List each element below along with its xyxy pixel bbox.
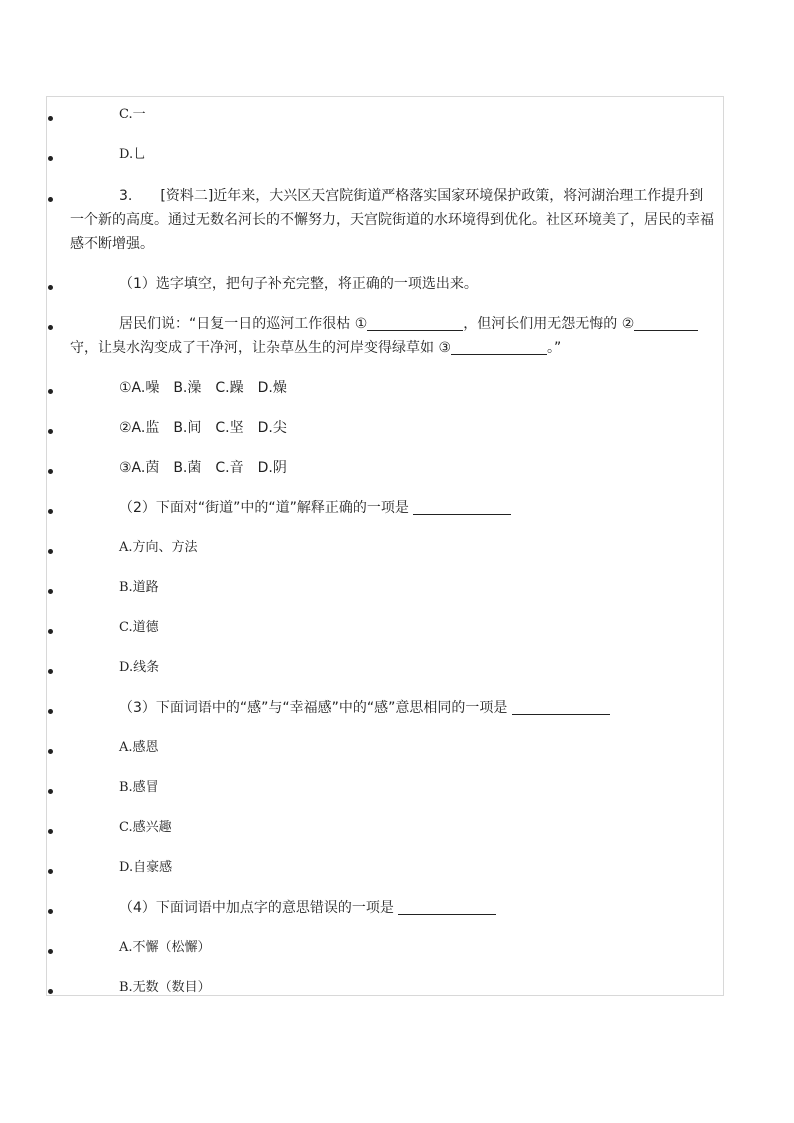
material-para-line3: 感不断增强。 [70,236,154,252]
option-c: C.感兴趣 [119,820,172,835]
answer-blank-q3[interactable] [512,698,610,715]
bullet-icon [48,116,53,121]
question-3-prompt [119,696,724,720]
question-3-text: （3）下面词语中的“感”与“幸福感”中的“感”意思相同的一项是 [119,700,508,716]
bullet-icon [48,285,53,290]
fill-sentence-part: 守，让臭水沟变成了干净河，让杂草丛生的河岸变得绿草如 ③ [70,340,451,356]
option-b: B.道路 [119,580,159,595]
answer-blank-3[interactable] [451,338,547,355]
option-a: A.方向、方法 [119,540,198,555]
bullet-icon [48,909,53,914]
option-d: D.线条 [119,660,160,675]
fill-sentence-part: 居民们说：“日复一日的巡河工作很枯 ① [119,316,368,332]
bullet-icon [48,197,53,202]
bullet-icon [48,989,53,994]
bullet-icon [48,789,53,794]
option-c: C.道德 [119,620,159,635]
question-2-prompt [119,496,724,520]
option-a: A.不懈（松懈） [119,940,211,955]
bullet-icon [48,549,53,554]
material-para-line2: 一个新的高度。通过无数名河长的不懈努力，天宫院街道的水环境得到优化。社区环境美了，居民的幸福 [70,212,714,228]
bullet-icon [48,325,53,330]
fill-sentence-part: 。” [547,340,562,356]
choice-row-2: ②A.监 B.间 C.坚 D.尖 [119,420,287,436]
choice-row-1: ①A.噪 B.澡 C.躁 D.燥 [119,380,287,396]
bullet-icon [48,469,53,474]
bullet-icon [48,829,53,834]
bullet-icon [48,629,53,634]
material-para-line1: 3. [资料二]近年来，大兴区天宫院街道严格落实国家环境保护政策，将河湖治理工作提升到 [119,188,704,204]
bullet-icon [48,429,53,434]
bullet-icon [48,749,53,754]
option-d: D.乚 [119,147,147,162]
bullet-icon [48,389,53,394]
fill-sentence-line2 [70,336,724,360]
bullet-icon [48,869,53,874]
answer-blank-q4[interactable] [398,898,496,915]
option-d: D.自豪感 [119,860,173,875]
fill-sentence-line1 [119,312,724,336]
choice-row-3: ③A.茵 B.菌 C.音 D.阴 [119,460,287,476]
question-2-text: （2）下面对“街道”中的“道”解释正确的一项是 [119,500,409,516]
option-a: A.感恩 [119,740,159,755]
bullet-icon [48,156,53,161]
option-c: C.一 [119,107,146,122]
question-1-prompt: （1）选字填空，把句子补充完整，将正确的一项选出来。 [119,276,478,292]
bullet-icon [48,589,53,594]
bullet-icon [48,709,53,714]
option-b: B.感冒 [119,780,159,795]
bullet-icon [48,949,53,954]
answer-blank-q2[interactable] [413,498,511,515]
bullet-icon [48,669,53,674]
answer-blank-1[interactable] [367,314,463,331]
fill-sentence-part: ，但河长们用无怨无悔的 ② [463,316,635,332]
answer-blank-2[interactable] [634,314,698,331]
bullet-icon [48,509,53,514]
question-4-prompt [119,896,724,920]
question-4-text: （4）下面词语中加点字的意思错误的一项是 [119,900,394,916]
option-b: B.无数（数目） [119,980,211,995]
